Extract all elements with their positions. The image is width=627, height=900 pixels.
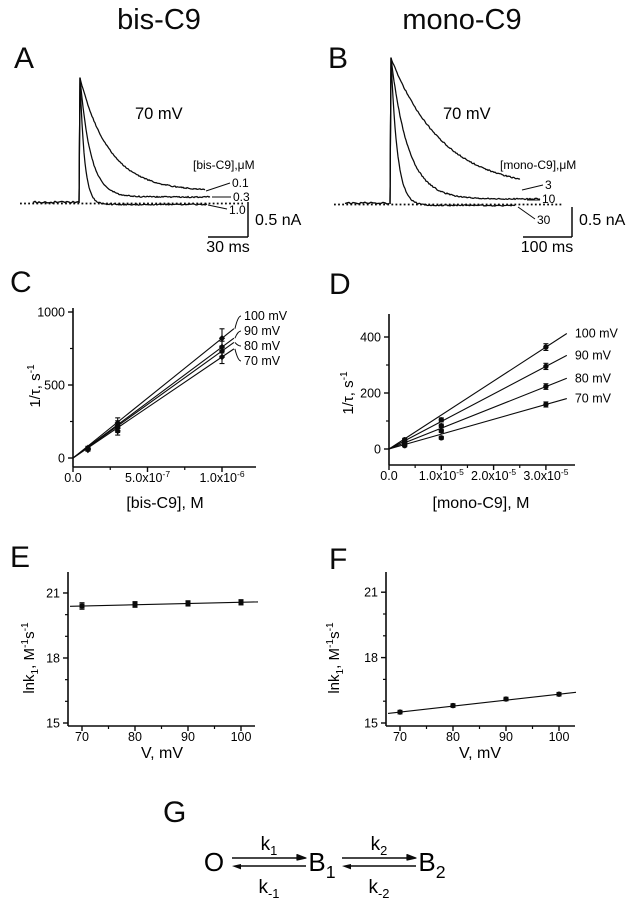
panel-f-lnk-vs-voltage-chart <box>313 540 627 772</box>
y-tick-label: 1000 <box>37 305 65 320</box>
x-tick-label: $1.0x10^{-6}$ <box>199 469 245 485</box>
current-trace-1.0 <box>79 78 207 205</box>
data-point <box>543 402 548 407</box>
pre-stimulus-baseline <box>33 201 79 203</box>
y-tick-label: 18 <box>364 651 378 666</box>
series-70-mV <box>389 399 567 449</box>
x-tick-label: 70 <box>393 730 407 744</box>
panel-letter-f: F <box>329 543 348 576</box>
series-label: 100 mV <box>244 309 288 323</box>
y-axis-title: 1/τ, $s^{-1}$ <box>26 364 44 408</box>
data-point <box>556 692 561 697</box>
concentration-label: 10 <box>542 192 556 206</box>
leader-line <box>206 183 230 191</box>
y-tick-label: 400 <box>360 330 381 345</box>
concentration-label: 0.1 <box>232 176 249 190</box>
data-point <box>439 428 444 433</box>
y-axis-title: 1/τ, $s^{-1}$ <box>339 371 357 415</box>
x-axis-title: V, mV <box>140 745 184 762</box>
axes <box>63 572 255 731</box>
series-100-mV <box>389 334 567 449</box>
data-point <box>450 703 455 708</box>
y-axis-title: lnk$_1$, $M^{-1}s^{-1}$ <box>325 622 346 694</box>
state-label: $B_2$ <box>418 847 446 882</box>
x-tick-label: $3.0x10^{-5}$ <box>523 467 569 483</box>
arrowhead-left <box>232 864 241 869</box>
panel-letter-e: E <box>10 541 31 574</box>
legend-title: [mono-C9],μM <box>500 158 577 172</box>
series-label: 80 mV <box>574 371 611 386</box>
current-trace-3 <box>390 58 520 204</box>
scale-bar-time-label: 100 ms <box>520 239 574 256</box>
x-tick-label: $5.0x10^{-7}$ <box>124 469 171 485</box>
x-tick-label: 100 <box>548 730 570 744</box>
series-label: 90 mV <box>574 348 611 363</box>
x-axis-title: [bis-C9], M <box>126 495 204 512</box>
series-leader <box>235 349 241 361</box>
forward-rate-label: $k_1$ <box>260 834 278 858</box>
equilibrium-arrows <box>232 855 306 870</box>
series-leader <box>235 316 241 329</box>
fit-line <box>389 399 567 449</box>
voltage-label: 70 mV <box>135 105 183 123</box>
series-leader <box>235 331 241 338</box>
panel-letter-g: G <box>163 796 187 829</box>
data-point <box>80 603 85 608</box>
series-label: 70 mV <box>244 354 281 368</box>
series-F <box>388 692 576 715</box>
fit-line <box>388 692 576 713</box>
y-tick-label: 18 <box>46 651 60 666</box>
series-90-mV <box>389 355 567 449</box>
column-title-bis-c9: bis-C9 <box>117 4 201 36</box>
x-tick-label: 100 <box>230 730 252 744</box>
scale-bar-time-label: 30 ms <box>206 239 250 256</box>
pre-stimulus-baseline <box>345 202 389 204</box>
y-tick-label: 15 <box>46 716 60 731</box>
axes <box>68 308 256 472</box>
reverse-rate-label: $k_{-2}$ <box>368 877 390 900</box>
current-trace-10 <box>390 58 540 204</box>
x-tick-label: 80 <box>446 730 460 744</box>
panel-d-rate-vs-concentration-chart <box>313 268 627 515</box>
y-tick-label: 200 <box>360 386 381 401</box>
panel-letter-c: C <box>10 266 32 299</box>
column-title-mono-c9: mono-C9 <box>402 4 522 36</box>
current-trace-30 <box>390 58 515 206</box>
x-tick-label: 70 <box>75 730 89 744</box>
series-label: 90 mV <box>244 324 281 338</box>
x-axis-title: [mono-C9], M <box>432 495 530 512</box>
concentration-label: 0.3 <box>233 190 250 204</box>
scale-bar-current-label: 0.5 nA <box>255 212 302 229</box>
arrowhead-right <box>407 855 416 860</box>
y-tick-label: 500 <box>44 378 65 393</box>
fit-line <box>389 355 567 449</box>
x-tick-label: 80 <box>128 730 142 744</box>
arrowhead-right <box>297 855 306 860</box>
x-tick-label: 0.0 <box>380 469 398 483</box>
panel-b-current-traces <box>320 50 627 268</box>
panel-c-rate-vs-concentration-chart <box>0 268 313 515</box>
x-tick-label: $2.0x10^{-5}$ <box>471 467 517 483</box>
y-tick-label: 0 <box>58 451 65 466</box>
series-E <box>70 600 258 610</box>
data-point <box>186 601 191 606</box>
panel-g-kinetic-scheme <box>140 788 500 900</box>
leader-line <box>522 185 543 190</box>
panel-letter-a: A <box>14 42 35 75</box>
data-point <box>439 435 444 440</box>
y-tick-label: 21 <box>46 586 60 601</box>
axes <box>384 314 575 470</box>
x-tick-label: 90 <box>499 730 513 744</box>
x-tick-label: 0.0 <box>64 471 82 485</box>
fit-line <box>73 329 234 458</box>
x-tick-label: $1.0x10^{-5}$ <box>418 467 464 483</box>
data-point <box>543 384 548 389</box>
series-label: 100 mV <box>574 326 618 341</box>
panel-a-current-traces <box>10 50 310 268</box>
legend-title: [bis-C9],μM <box>193 158 255 172</box>
panel-letter-b: B <box>328 42 349 75</box>
reverse-rate-label: $k_{-1}$ <box>258 877 280 900</box>
fit-line <box>70 602 258 606</box>
leader-line <box>518 207 535 219</box>
axes <box>381 572 575 731</box>
state-label: $B_1$ <box>308 847 336 882</box>
series-70-mV <box>73 349 234 458</box>
fit-line <box>389 334 567 449</box>
equilibrium-arrows <box>342 855 416 870</box>
data-point <box>397 709 402 714</box>
concentration-label: 30 <box>537 213 551 227</box>
series-80-mV <box>73 342 234 458</box>
concentration-label: 3 <box>545 178 552 192</box>
y-tick-label: 15 <box>364 716 378 731</box>
state-label: O <box>203 847 225 877</box>
data-point <box>503 696 508 701</box>
concentration-label: 1.0 <box>229 203 246 217</box>
x-tick-label: 90 <box>181 730 195 744</box>
fit-line <box>389 378 567 449</box>
x-axis-title: V, mV <box>458 745 502 762</box>
y-tick-label: 21 <box>364 585 378 600</box>
series-80-mV <box>389 378 567 449</box>
leader-line <box>208 205 227 209</box>
fit-line <box>73 342 234 458</box>
data-point <box>543 344 548 349</box>
series-label: 70 mV <box>574 391 611 406</box>
series-label: 80 mV <box>244 339 281 353</box>
data-point <box>133 602 138 607</box>
panel-letter-d: D <box>329 268 351 301</box>
panel-e-lnk-vs-voltage-chart <box>0 540 313 772</box>
y-tick-label: 0 <box>374 442 381 457</box>
data-point <box>239 600 244 605</box>
current-trace-0.1 <box>79 78 205 203</box>
arrowhead-left <box>342 864 351 869</box>
fit-line <box>73 349 234 458</box>
y-axis-title: lnk$_1$, $M^{-1}s^{-1}$ <box>20 622 41 694</box>
series-100-mV <box>73 329 234 458</box>
forward-rate-label: $k_2$ <box>370 834 388 858</box>
data-point <box>402 443 407 448</box>
voltage-label: 70 mV <box>443 105 491 123</box>
scale-bar-current-label: 0.5 nA <box>579 212 626 229</box>
current-trace-0.3 <box>79 78 210 203</box>
series-leader <box>235 342 241 346</box>
data-point <box>543 364 548 369</box>
